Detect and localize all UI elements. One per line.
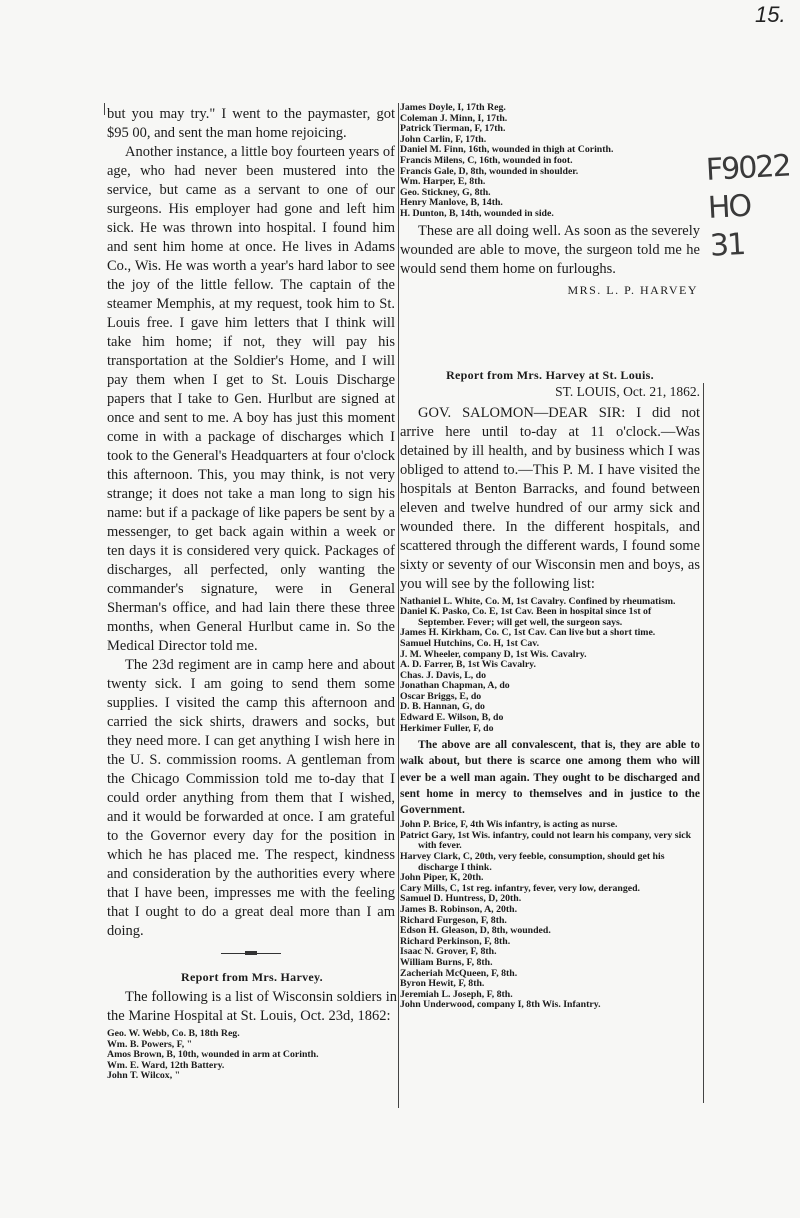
soldier-list-item: John Carlin, F, 17th. (400, 134, 487, 145)
soldier-list-item: Jonathan Chapman, A, do (400, 681, 510, 692)
handwritten-note: F9022 (705, 148, 791, 188)
letter-paragraph: but you may try." I went to the paymaster, got $95 00, and sent the man home rejoicing. (107, 106, 395, 141)
soldier-list-item: Geo. Stickney, G, 8th. (400, 187, 491, 198)
soldier-list-item: Patrick Tierman, F, 17th. (400, 124, 506, 135)
soldier-list-item: Daniel K. Pasko, Co. E, 1st Cav. Been in hospital since 1st of September. Fever; will get well, the surgeon says. (400, 607, 652, 628)
soldier-list-item: John P. Brice, F, 4th Wis infantry, is acting as nurse. (400, 820, 618, 831)
column-rule-left (104, 103, 105, 115)
soldier-list-item: Francis Milens, C, 16th, wounded in foot. (400, 155, 573, 166)
letter-paragraph: Another instance, a little boy fourteen years of age, who had never been mustered into the service, but came as a servant to one of our surgeons. His employer had gone and left him sick. He was thrown into hospital. I found him and sent him home at once. He lives in Adams Co., Wis. He was worth a year's hard labor to see the joy of the little fellow. The captain of the steamer Memphis, at my request, took him to St. Louis free. I gave him letters that I think will take him home; if not, they will pay his transportation at the Soldier's Home, and I will pay them when I get to St. Louis Discharge papers that I take to Gen. Hurlbut are signed at once and sent to me. A boy has just this moment come in with a package of discharges which I took to the General's Headquarters at four o'clock this afternoon. This, you may think, is not very strange; it does not take a man long to sign his name: but if a package of like papers be sent by a messenger, to get back again within a week or ten days it is considered very quick. Packages of discharges, all perfected, only wanting the commander's signature, were in General Sherman's office, and had lain there these three months, when General Hurlbut came in. So the Medical Director told me. (107, 144, 395, 654)
convalescent-summary: The above are all convalescent, that is, they are able to walk about, but there is scarce one among them who will ever be a well man again. They ought to be discharged and sent home in mercy to themselves and in justice to the Government. (400, 739, 700, 817)
soldier-list-item: Francis Gale, D, 8th, wounded in shoulder. (400, 166, 579, 177)
soldier-list-item: Edson H. Gleason, D, 8th, wounded. (400, 926, 551, 937)
soldier-list-item: Jeremiah L. Joseph, F, 8th. (400, 989, 513, 1000)
page-number: 15. (755, 2, 786, 27)
letter-paragraph: The 23d regiment are in camp here and about twenty sick. I am going to send them some supplies. I visited the camp this afternoon and carried the sick shirts, drawers and socks, but they need more. I can get anything I wish here in the U. S. commission rooms. A gentleman from the Chicago Commission told me to-day that I could order anything from them that I wished, and it would be forwarded at once. I am grateful to the Governor every day for the position in which he has placed me. The respect, kindness and consideration by the authorities every where that I have been, impresses me with the feeling that I ought to do a great deal more than I am doing. (107, 657, 395, 939)
benton-barracks-list (400, 597, 700, 735)
section-divider (221, 953, 281, 954)
soldier-list-item: Cary Mills, C, 1st reg. infantry, fever, very low, deranged. (400, 883, 640, 894)
soldier-list-item: Richard Perkinson, F, 8th. (400, 936, 511, 947)
soldier-list-item: Amos Brown, B, 10th, wounded in arm at Corinth. (107, 1050, 319, 1061)
soldier-list-item: Wm. E. Ward, 12th Battery. (107, 1060, 225, 1071)
column-rule-center (398, 103, 399, 1108)
report-heading: Report from Mrs. Harvey. (181, 970, 323, 984)
handwritten-archive-notes (705, 148, 791, 266)
column-rule-right (703, 383, 704, 1103)
additional-soldier-list (400, 820, 700, 1011)
soldier-list-item: Harvey Clark, C, 20th, very feeble, consumption, should get his discharge I think. (400, 852, 665, 873)
signature: MRS. L. P. HARVEY (567, 282, 698, 297)
soldier-list-item: William Burns, F, 8th. (400, 957, 493, 968)
soldier-list-item: James Doyle, I, 17th Reg. (400, 103, 506, 113)
soldier-list-item: Wm. B. Powers, F, " (107, 1039, 193, 1050)
soldier-list-item: J. M. Wheeler, company D, 1st Wis. Cavalry. (400, 649, 587, 660)
soldier-list-item: John T. Wilcox, " (107, 1071, 181, 1082)
soldier-list-item: Henry Manlove, B, 14th. (400, 198, 503, 209)
soldier-list-item: Patrict Gary, 1st Wis. infantry, could not learn his company, very sick with fever. (400, 830, 692, 852)
soldier-list-item: Samuel Hutchins, Co. H, 1st Cav. (400, 638, 540, 649)
soldier-list-item: John Underwood, company I, 8th Wis. Infantry. (400, 1000, 601, 1011)
soldier-list-item: John Piper, K, 20th. (400, 873, 484, 884)
soldier-list-item: Edward E. Wilson, B, do (400, 713, 504, 724)
soldier-list-item: A. D. Farrer, B, 1st Wis Cavalry. (400, 660, 536, 671)
handwritten-note: HO (707, 188, 752, 226)
soldier-list-item: Richard Furgeson, F, 8th. (400, 915, 507, 926)
soldier-list-item: Samuel D. Huntress, D, 20th. (400, 894, 522, 905)
marine-hospital-report (107, 970, 397, 1082)
soldier-list-item: Chas. J. Davis, L, do (400, 670, 487, 681)
soldier-list-item: Herkimer Fuller, F, do (400, 723, 494, 734)
soldier-list-item: Nathaniel L. White, Co. M, 1st Cavalry. Confined by rheumatism. (400, 596, 676, 607)
soldier-list-item: Geo. W. Webb, Co. B, 18th Reg. (107, 1029, 240, 1039)
soldier-list-item: Oscar Briggs, E, do (400, 691, 482, 702)
report-heading: Report from Mrs. Harvey at St. Louis. (446, 367, 654, 382)
soldier-list-item: Daniel M. Finn, 16th, wounded in thigh at Corinth. (400, 145, 614, 156)
letter-continuation-column (107, 105, 395, 954)
letter-body: GOV. SALOMON—DEAR SIR: I did not arrive here until to-day at 11 o'clock.—Was detained by ill health, and by business which I was obliged to attend to.—This P. M. I have visited the hospitals at Benton Barracks, and found between eleven and twelve hundred of our army sick and wounded there. In the different hospitals, and scattered through the different wards, I found some sixty or seventy of our Wisconsin men and boys, as you will see by the following list: (400, 404, 700, 592)
marine-list-continuation (400, 103, 700, 220)
soldier-list-item: Wm. Harper, E, 8th. (400, 177, 486, 188)
soldier-list-item: Zacheriah McQueen, F, 8th. (400, 968, 518, 979)
soldier-list-item: H. Dunton, B, 14th, wounded in side. (400, 208, 554, 219)
soldier-list-item: James B. Robinson, A, 20th. (400, 905, 518, 916)
soldier-list-item: Coleman J. Minn, I, 17th. (400, 113, 508, 124)
report-intro: The following is a list of Wisconsin soldiers in the Marine Hospital at St. Louis, Oct. 23d, 1862: (107, 989, 397, 1024)
handwritten-note: 31 (709, 227, 746, 264)
dateline: ST. LOUIS, Oct. 21, 1862. (555, 383, 700, 399)
soldier-list-item: Byron Hewit, F, 8th. (400, 979, 485, 990)
soldier-list-item: James H. Kirkham, Co. C, 1st Cav. Can live but a short time. (400, 628, 656, 639)
report-closing: These are all doing well. As soon as the severely wounded are able to move, the surgeon told me he would send them home on furloughs. (400, 222, 700, 277)
right-column (400, 103, 700, 1011)
soldier-list-item: Isaac N. Grover, F, 8th. (400, 947, 497, 958)
soldier-list-item: D. B. Hannan, G, do (400, 702, 485, 713)
